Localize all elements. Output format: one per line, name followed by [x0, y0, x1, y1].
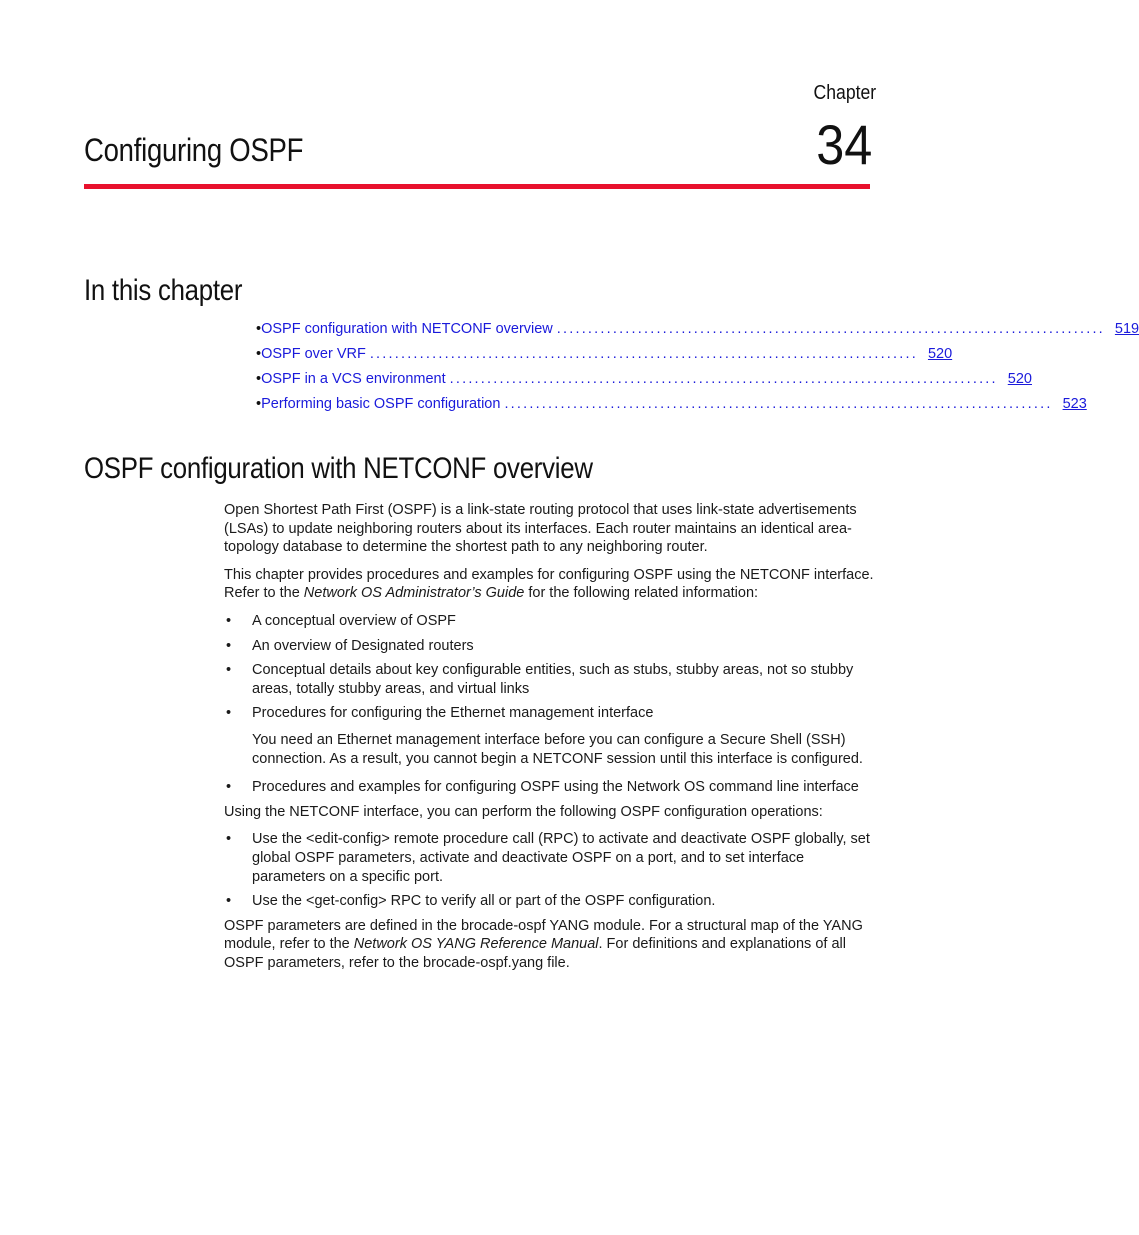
list-item	[224, 661, 874, 698]
list-item-text: Conceptual details about key configurable entities, such as stubs, stubby areas, not so stubby areas, totally stubby areas, and virtual links	[252, 662, 854, 697]
toc-dot-leader: ........................................................................................	[556, 321, 1105, 337]
list-item-text: Procedures and examples for configuring OSPF using the Network OS command line interface	[252, 779, 859, 796]
operations-paragraph: Using the NETCONF interface, you can perform the following OSPF configuration operations:	[224, 803, 823, 820]
bullet-dot: •	[226, 612, 232, 629]
yang-paragraph	[224, 917, 874, 973]
chapter-toc	[256, 321, 1139, 421]
toc-dot-leader: ........................................................................................	[504, 396, 1053, 412]
toc-bullet: •	[256, 371, 262, 387]
toc-page-number[interactable]: 520	[1007, 371, 1032, 387]
toc-dot-leader: ........................................................................................	[369, 346, 918, 362]
intro-paragraph: Open Shortest Path First (OSPF) is a link-state routing protocol that uses link-state advertisements (LSAs) to update neighboring routers about its interfaces. Each router maintains an identical area-topology database to determine the shortest path to any neighboring router.	[224, 502, 857, 556]
operations-list	[224, 830, 874, 910]
bullet-dot: •	[226, 779, 232, 796]
toc-item	[256, 396, 1087, 421]
toc-item	[256, 346, 953, 371]
list-item	[224, 778, 874, 797]
bullet-dot: •	[226, 637, 232, 654]
section-body	[224, 501, 874, 981]
list-item	[224, 637, 874, 656]
list-item-text: Use the <get-config> RPC to verify all or part of the OSPF configuration.	[252, 893, 716, 910]
bullet-dot: •	[226, 893, 232, 910]
list-item-text: Use the <edit-config> remote procedure call (RPC) to activate and deactivate OSPF globally, set global OSPF parameters, activate and deactivate OSPF on a port, and to set interface parameters on a specific port.	[252, 831, 870, 885]
related-info-text-end: for the following related information:	[524, 585, 759, 602]
toc-item	[256, 371, 1032, 396]
yang-manual-title: Network OS YANG Reference Manual	[353, 936, 599, 953]
list-item-text: Procedures for configuring the Ethernet management interface	[252, 705, 654, 722]
yang-text-end: . For definitions and explanations of all OSPF parameters, refer to the brocade-ospf.yang file.	[224, 936, 846, 971]
list-item	[224, 892, 874, 911]
toc-bullet: •	[256, 396, 262, 412]
section-heading: OSPF configuration with NETCONF overview	[84, 452, 593, 485]
yang-text: OSPF parameters are defined in the brocade-ospf YANG module. For a structural map of the YANG module, refer to the	[224, 917, 863, 953]
toc-page-number[interactable]: 523	[1062, 396, 1087, 412]
admin-guide-title: Network OS Administrator’s Guide	[303, 585, 525, 602]
toc-link-netconf-overview[interactable]: OSPF configuration with NETCONF overview	[261, 321, 553, 337]
related-info-paragraph	[224, 566, 874, 603]
in-this-chapter-heading: In this chapter	[84, 274, 243, 307]
toc-bullet: •	[256, 346, 262, 362]
list-item-text: A conceptual overview of OSPF	[252, 612, 456, 629]
toc-dot-leader: ........................................................................................	[449, 371, 998, 387]
list-item-text: An overview of Designated routers	[252, 637, 474, 654]
toc-item	[256, 321, 1139, 346]
bullet-dot: •	[226, 662, 232, 679]
chapter-title-rule	[84, 184, 870, 189]
list-item	[224, 704, 874, 768]
toc-page-number[interactable]: 519	[1114, 321, 1139, 337]
bullet-dot: •	[226, 831, 232, 848]
toc-page-number[interactable]: 520	[927, 346, 953, 362]
chapter-label: Chapter	[813, 82, 876, 104]
chapter-number: 34	[815, 113, 872, 176]
bullet-dot: •	[226, 705, 232, 722]
related-info-list	[224, 612, 874, 797]
toc-link-basic-configuration[interactable]: Performing basic OSPF configuration	[261, 396, 501, 412]
list-item	[224, 612, 874, 631]
toc-link-vcs-environment[interactable]: OSPF in a VCS environment	[261, 371, 446, 387]
list-item-note: You need an Ethernet management interface before you can configure a Secure Shell (SSH) connection. As a result, you cannot begin a NETCONF session until this interface is configured.	[252, 731, 863, 767]
related-info-text: This chapter provides procedures and examples for configuring OSPF using the NETCONF interface. Refer to the	[224, 566, 874, 602]
list-item	[224, 830, 874, 886]
chapter-title: Configuring OSPF	[84, 132, 304, 168]
toc-bullet: •	[256, 321, 262, 337]
toc-link-ospf-over-vrf[interactable]: OSPF over VRF	[261, 346, 366, 362]
